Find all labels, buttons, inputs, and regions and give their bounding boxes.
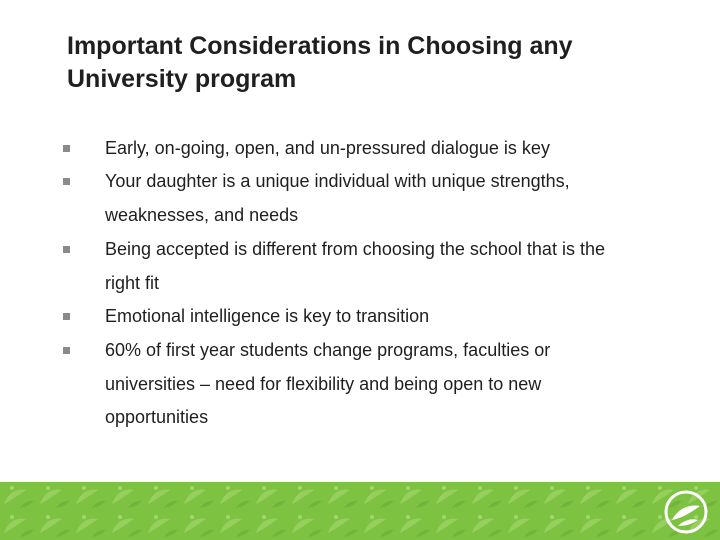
square-bullet-icon <box>63 246 70 253</box>
footer-leaf-pattern <box>0 482 720 540</box>
square-bullet-icon <box>63 178 70 185</box>
bullet-text: Being accepted is different from choosing the school that is the right fit <box>105 239 605 293</box>
bullet-text: Early, on-going, open, and un-pressured dialogue is key <box>105 138 550 158</box>
slide-title: Important Considerations in Choosing any University program <box>67 32 573 93</box>
bullet-text: 60% of first year students change programs, faculties or universities – need for flexibility and being open to new opportunities <box>105 340 551 427</box>
footer-band <box>0 482 720 540</box>
bullet-text: Your daughter is a unique individual with unique strengths, weaknesses, and needs <box>105 171 570 225</box>
square-bullet-icon <box>63 145 70 152</box>
leaf-swirl-logo-icon <box>664 490 708 534</box>
bullet-text: Emotional intelligence is key to transition <box>105 306 430 326</box>
square-bullet-icon <box>63 313 70 320</box>
square-bullet-icon <box>63 347 70 354</box>
